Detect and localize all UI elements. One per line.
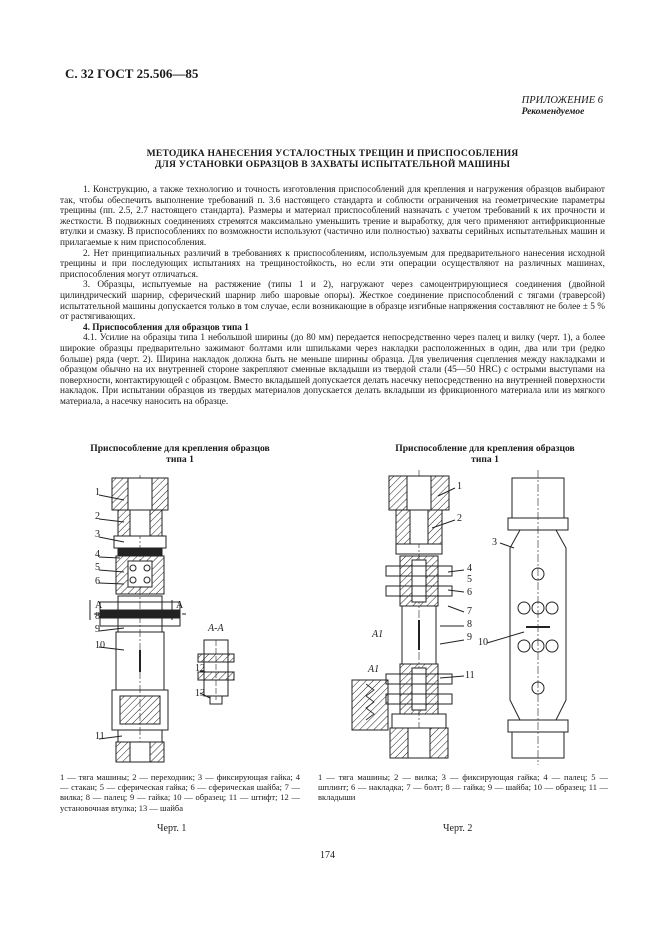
figure2-caption-line-1: Приспособление для крепления образцов: [395, 443, 575, 454]
figure1-drawing: [90, 475, 234, 762]
fig1-label-11: 11: [95, 731, 105, 742]
figure2-legend: 1 — тяга машины; 2 — вилка; 3 — фиксирующая гайка; 4 — палец; 5 — шплинт; 6 — накладка; 7 — болт; 8 — гайка; 9 — шайба; 10 — образец; 11 — вкладыши: [318, 772, 608, 803]
fig2-label-11: 11: [465, 670, 475, 681]
figure1-caption-line-2: типа 1: [166, 454, 194, 465]
fig2-label-5: 5: [467, 574, 472, 585]
fig1-label-2: 2: [95, 511, 100, 522]
fig2-label-3: 3: [492, 537, 497, 548]
fig1-label-8: 8: [95, 611, 100, 622]
paragraph-2: 2. Нет принципиальных различий в требованиях к приспособлениям, используемым для предварительного нанесения исходной трещины и при последующих испытаниях на трещиностойкость, но если эти операции осуществляют на различных машинах, приспособления могут отличаться.: [60, 248, 605, 280]
paragraph-3: 3. Образцы, испытуемые на растяжение (типы 1 и 2), нагружают через самоцентрирующиеся соединения (двойной цилиндрический шарнир, сферический шарнир либо шаровые опоры). Жесткое соединение приспособлений с тягами (траверсой) испытательной машины допускается только в том случае, если возникающие в образце изгибные напряжения составляют не более ± 5 % от растягивающих.: [60, 280, 605, 323]
fig1-label-4: 4: [95, 549, 100, 560]
fig2-label-4: 4: [467, 563, 472, 574]
fig1-label-9: 9: [95, 624, 100, 635]
fig2-label-1: 1: [457, 481, 462, 492]
fig2-label-7: 7: [467, 606, 472, 617]
fig1-section-label: А-А: [208, 623, 224, 634]
fig1-label-6: 6: [95, 576, 100, 587]
fig1-label-10: 10: [95, 640, 105, 651]
figure2-number: Черт. 2: [443, 823, 473, 834]
title-line-1: МЕТОДИКА НАНЕСЕНИЯ УСТАЛОСТНЫХ ТРЕЩИН И ПРИСПОСОБЛЕНИЯ: [146, 148, 519, 159]
fig2-label-A1-top: А1: [372, 629, 384, 640]
figure1-number: Черт. 1: [157, 823, 187, 834]
title-line-2: ДЛЯ УСТАНОВКИ ОБРАЗЦОВ В ЗАХВАТЫ ИСПЫТАТЕЛЬНОЙ МАШИНЫ: [154, 159, 511, 170]
page-header: С. 32 ГОСТ 25.506—85: [65, 66, 199, 81]
page-number: 174: [320, 850, 335, 861]
fig2-label-A1-section: А1: [368, 664, 380, 675]
paragraph-1: 1. Конструкцию, а также технологию и точность изготовления приспособлений для крепления и нагружения образцов выбирают так, чтобы обеспечить выполнение требований п. 3.6 настоящего стандарта и соблюсти ограничения на геометрические параметры трещины (пп. 2.5, 2.7 настоящего стандарта). Размеры и материал приспособлений назначать с учетом требований к их прочности и жесткости. В подвижных соединениях стремятся максимально уменьшить трение и выработку, для чего применяют антифрикционные втулки и смазку. В приспособлениях по возможности используют (частично или полностью) захваты серийных испытательных машин и прилагаемые к ним приспособления.: [60, 185, 605, 248]
fig1-label-A-left: А: [95, 600, 103, 611]
fig1-label-3: 3: [95, 529, 100, 540]
paragraph-4-1: 4.1. Усилие на образцы типа 1 небольшой ширины (до 80 мм) передается непосредственно через палец и вилку (черт. 1), а более широкие образцы предварительно зажимают болтами или шпильками через накладки расположенных в один, два или три (редко больше) ряда (черт. 2). Ширина накладок должна быть не меньше ширины образца. Для увеличения сцепления между накладками и образцом обычно на их внутренней стороне закрепляют сменные вкладыши из твердой стали (45—50 HRC) с острыми выступами на поверхности, контактирующей с образцом. Вместо вкладышей допускается делать насечку непосредственно на внутренней поверхности накладок. При испытании образцов из твердых материалов допускается делать вкладыши из фрикционного материала или из мягкого материала, а насечку наносить на образце.: [60, 333, 605, 407]
fig1-label-13: 13: [195, 688, 205, 699]
fig2-label-10: 10: [478, 637, 488, 648]
fig2-label-8: 8: [467, 619, 472, 630]
figure1-legend: 1 — тяга машины; 2 — переходник; 3 — фиксирующая гайка; 4 — стакан; 5 — сферическая гайка; 6 — сферическая шайба; 7 — вилка; 8 — палец; 9 — гайка; 10 — образец; 11 — штифт; 12 — установочная втулка; 13 — шайба: [60, 772, 300, 813]
fig1-label-1: 1: [95, 487, 100, 498]
appendix-status: Рекомендуемое: [521, 107, 585, 117]
appendix-title: ПРИЛОЖЕНИЕ 6: [521, 95, 603, 106]
fig1-label-12: 12: [195, 663, 205, 674]
section-heading-4: 4. Приспособления для образцов типа 1: [83, 322, 249, 333]
fig2-label-2: 2: [457, 513, 462, 524]
fig2-label-6: 6: [467, 587, 472, 598]
fig1-label-5: 5: [95, 562, 100, 573]
figure2-caption-line-2: типа 1: [471, 454, 499, 465]
fig1-label-A-right: А: [176, 600, 184, 611]
figure1-caption-line-1: Приспособление для крепления образцов: [90, 443, 270, 454]
fig2-label-9: 9: [467, 632, 472, 643]
